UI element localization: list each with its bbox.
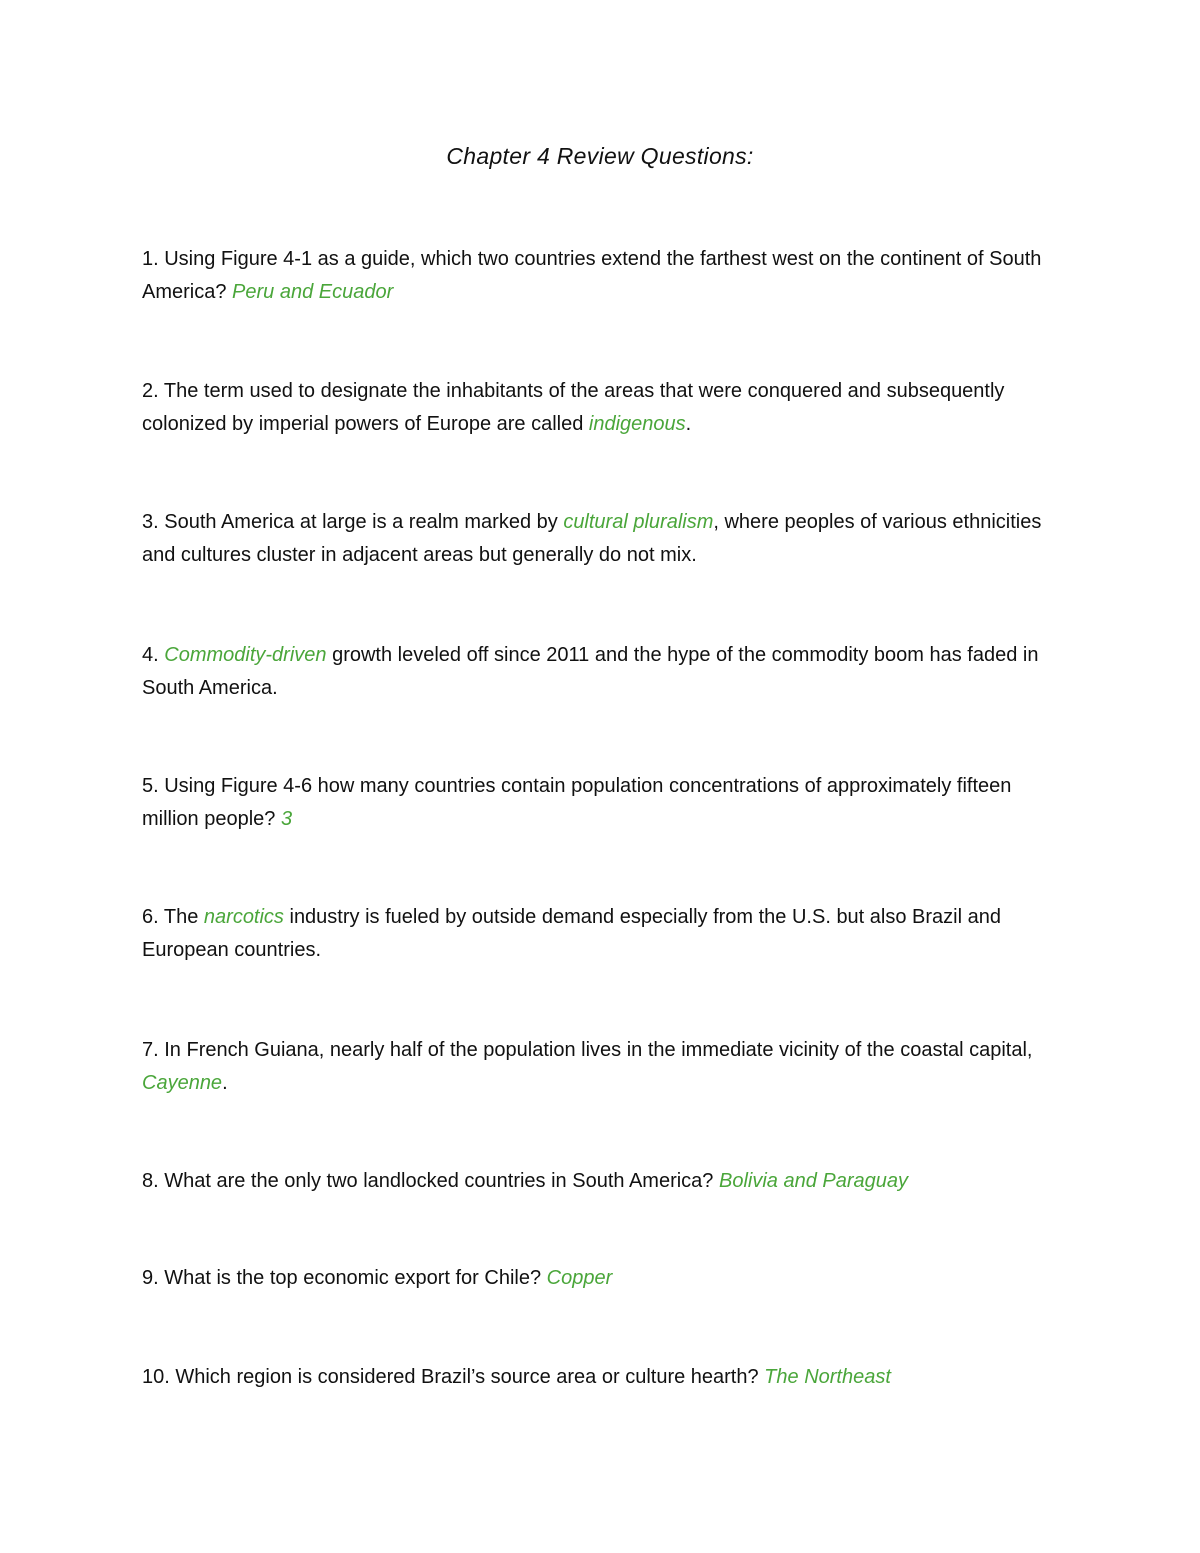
answer-text: cultural pluralism [563, 511, 714, 533]
question-3 [142, 506, 1072, 572]
question-text-end: , where peoples of various ethnicities and cultures cluster in adjacent areas but generally do not mix. [142, 511, 1042, 566]
question-4 [142, 639, 1072, 705]
question-text-end: industry is fueled by outside demand especially from the U.S. but also Brazil and European countries. [142, 906, 1001, 961]
question-5 [142, 770, 1072, 836]
question-8 [142, 1165, 1072, 1198]
question-2 [142, 375, 1072, 441]
question-text: 8. What are the only two landlocked countries in South America? [142, 1170, 719, 1192]
question-text: 6. The [142, 906, 204, 928]
question-text: 9. What is the top economic export for Chile? [142, 1267, 547, 1289]
answer-text: Cayenne [142, 1072, 223, 1094]
answer-text: Peru and Ecuador [232, 281, 394, 303]
question-text-end: growth leveled off since 2011 and the hype of the commodity boom has faded in South America. [142, 644, 1039, 699]
answer-text: The Northeast [764, 1366, 891, 1388]
question-text: 5. Using Figure 4-6 how many countries contain population concentrations of approximately fifteen million people? [142, 775, 1012, 830]
answer-text: Copper [546, 1267, 613, 1289]
question-1 [142, 243, 1072, 309]
question-text-end: . [222, 1072, 228, 1094]
question-text: 3. South America at large is a realm marked by [142, 511, 564, 533]
answer-text: narcotics [203, 906, 284, 928]
question-7 [142, 1034, 1072, 1100]
question-text: 10. Which region is considered Brazil’s source area or culture hearth? [142, 1366, 765, 1388]
question-10 [142, 1361, 1072, 1394]
answer-text: Commodity-driven [164, 644, 327, 666]
page-title: Chapter 4 Review Questions: [446, 143, 754, 169]
answer-text: indigenous [588, 413, 686, 435]
question-text: 1. Using Figure 4-1 as a guide, which two countries extend the farthest west on the continent of South America? [142, 248, 1042, 303]
question-text-end: . [685, 413, 692, 435]
question-text: 4. [142, 644, 165, 666]
question-9 [142, 1262, 1072, 1295]
question-text: 7. In French Guiana, nearly half of the population lives in the immediate vicinity of the coastal capital, [142, 1039, 1033, 1061]
answer-text: Bolivia and Paraguay [718, 1170, 908, 1192]
question-6 [142, 901, 1072, 967]
answer-text: 3 [280, 808, 293, 830]
question-text: 2. The term used to designate the inhabitants of the areas that were conquered and subsequently colonized by imperial powers of Europe are called [142, 380, 1005, 435]
